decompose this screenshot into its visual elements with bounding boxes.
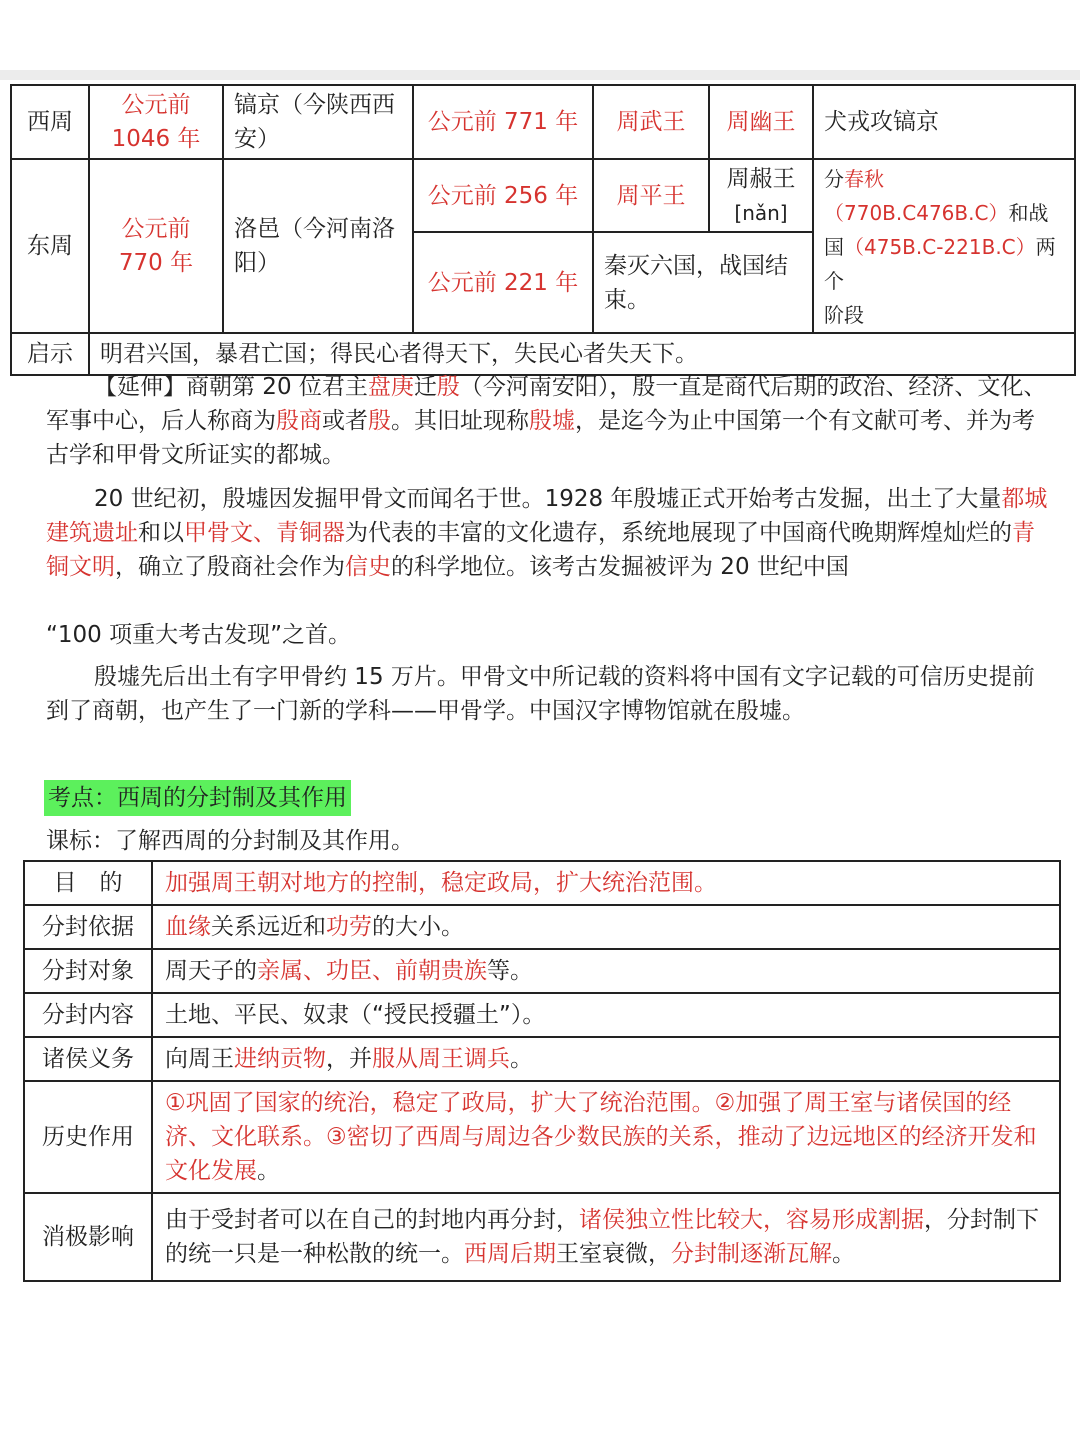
row-text: 西周后期 — [464, 1241, 556, 1267]
last-king: 周赧王 [nǎn] — [709, 159, 813, 232]
table-row-dongzhou — [11, 159, 1075, 232]
table-row-xizhou — [11, 85, 1075, 159]
start-date: 公元前 770 年 — [89, 159, 223, 333]
founder: 周武王 — [593, 85, 709, 159]
row-label: 分封依据 — [24, 905, 152, 949]
table-row — [24, 949, 1060, 993]
row-text: ，并 — [326, 1046, 372, 1072]
row-label: 历史作用 — [24, 1081, 152, 1193]
curriculum-standard: 课标：了解西周的分封制及其作用。 — [46, 828, 414, 854]
capital: 洛邑（今河南洛阳） — [223, 159, 413, 333]
row-text: 由于受封者可以在自己的封地内再分封， — [165, 1207, 579, 1233]
end-date: 公元前 221 年 — [413, 232, 593, 333]
dynasty-name: 东周 — [11, 159, 89, 333]
table-row — [24, 1081, 1060, 1193]
row-text: 功劳 — [326, 914, 372, 940]
table-row — [24, 1037, 1060, 1081]
dynasty-table — [10, 84, 1076, 376]
row-text: 。 — [832, 1241, 855, 1267]
top-divider — [0, 70, 1080, 80]
end-event: 犬戎攻镐京 — [813, 85, 1075, 159]
periods: 分春秋 （770B.C476B.C）和战国（475B.C-221B.C）两个 阶段 — [813, 159, 1075, 333]
row-text: 加强周王朝对地方的控制，稳定政局，扩大统治范围。 — [165, 870, 717, 896]
row-text: 王室衰微， — [556, 1241, 671, 1267]
row-content — [152, 949, 1060, 993]
row-text: 向周王 — [165, 1046, 234, 1072]
row-text: 的大小。 — [372, 914, 464, 940]
qishi-text: 明君兴国，暴君亡国；得民心者得天下，失民心者失天下。 — [89, 333, 1075, 375]
row-content — [152, 1081, 1060, 1193]
dynasty-name: 西周 — [11, 85, 89, 159]
table-row — [24, 1193, 1060, 1281]
table-row — [24, 905, 1060, 949]
row-label: 诸侯义务 — [24, 1037, 152, 1081]
row-text: 关系远近和 — [211, 914, 326, 940]
row-label: 目 的 — [24, 861, 152, 905]
row-text: 。 — [510, 1046, 533, 1072]
row-text: 等。 — [487, 958, 533, 984]
row-label: 分封内容 — [24, 993, 152, 1037]
row-text: 分封制逐渐瓦解 — [671, 1241, 832, 1267]
end-date: 公元前 256 年 — [413, 159, 593, 232]
row-text: ，分封制下的统一只是一种松散的统一。 — [165, 1207, 1039, 1267]
table-row — [24, 861, 1060, 905]
row-content — [152, 1193, 1060, 1281]
founder: 周平王 — [593, 159, 709, 232]
row-text: 。 — [257, 1158, 280, 1184]
qishi-label: 启示 — [11, 333, 89, 375]
row-content — [152, 1037, 1060, 1081]
row-text: 进纳贡物 — [234, 1046, 326, 1072]
start-date: 公元前 1046 年 — [89, 85, 223, 159]
fenfeng-table — [23, 860, 1061, 1282]
extension-paragraph-3: 殷墟先后出土有字甲骨约 15 万片。甲骨文中所记载的资料将中国有文字记载的可信历史提前到了商朝，也产生了一门新的学科——甲骨学。中国汉字博物馆就在殷墟。 — [46, 664, 1035, 724]
last-king: 周幽王 — [709, 85, 813, 159]
end-event: 秦灭六国，战国结束。 — [593, 232, 813, 333]
row-label: 分封对象 — [24, 949, 152, 993]
row-text: 服从周王调兵 — [372, 1046, 510, 1072]
row-text: 诸侯独立性比较大，容易形成割据 — [579, 1207, 924, 1233]
top-blank-band — [0, 0, 1080, 70]
extension-paragraph-2: 20 世纪初，殷墟因发掘甲骨文而闻名于世。1928 年殷墟正式开始考古发掘，出土了大量都城建筑遗址和以甲骨文、青铜器为代表的丰富的文化遗存，系统地展现了中国商代晚期辉煌灿烂的青铜文明，确立了殷商社会作为信史的科学地位。该考古发掘被评为 20 世纪中国 — [46, 486, 1048, 580]
capital: 镐京（今陕西西安） — [223, 85, 413, 159]
exam-point-heading: 考点：西周的分封制及其作用 — [44, 780, 351, 816]
end-date: 公元前 771 年 — [413, 85, 593, 159]
row-content — [152, 993, 1060, 1037]
extension-paragraph-2-tail: “100 项重大考古发现”之首。 — [46, 622, 352, 648]
row-label: 消极影响 — [24, 1193, 152, 1281]
row-content — [152, 861, 1060, 905]
row-text: 血缘 — [165, 914, 211, 940]
table-row — [24, 993, 1060, 1037]
row-text: ①巩固了国家的统治，稳定了政局，扩大了统治范围。②加强了周王室与诸侯国的经济、文化联系。③密切了西周与周边各少数民族的关系，推动了边远地区的经济开发和文化发展 — [165, 1090, 1037, 1184]
row-text: 土地、平民、奴隶（“授民授疆土”）。 — [165, 1002, 546, 1028]
row-text: 周天子的 — [165, 958, 257, 984]
extension-paragraph-1: 【延伸】商朝第 20 位君主盘庚迁殷（今河南安阳），殷一直是商代后期的政治、经济、文化、军事中心，后人称商为殷商或者殷。其旧址现称殷墟，是迄今为止中国第一个有文献可考、并为考古学和甲骨文所证实的都城。 — [46, 374, 1047, 468]
table-row-qishi — [11, 333, 1075, 375]
row-text: 亲属、功臣、前朝贵族 — [257, 958, 487, 984]
row-content — [152, 905, 1060, 949]
